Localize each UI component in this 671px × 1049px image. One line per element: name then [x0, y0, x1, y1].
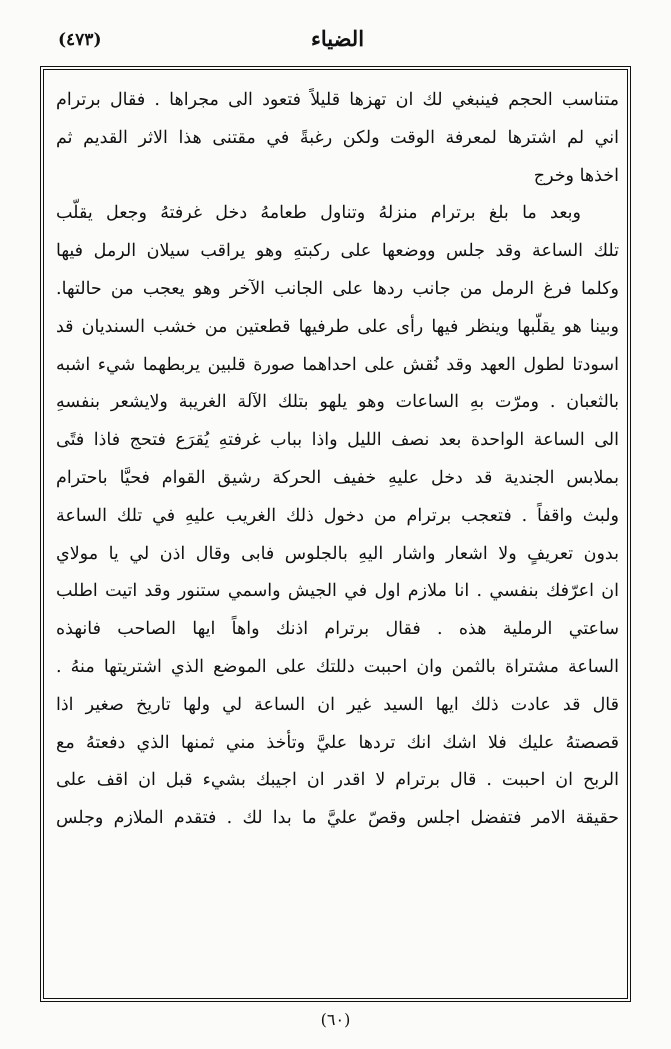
text-line: الربح ان احببت . قال برترام لا اقدر ان اجيبك بشيء قبل ان اقف على	[56, 770, 619, 791]
text-line: تلك الساعة وقد جلس ووضعها على ركبتهِ وهو يراقب سيلان الرمل فيها	[56, 241, 619, 262]
text-line: اسودتا لطول العهد وقد نُقش على احداهما صورة قلبين يربطهما شيء اشبه	[56, 354, 619, 375]
footer-page-number: (٦٠)	[320, 1010, 351, 1029]
text-line: وبينا هو يقلّبها وينظر فيها رأى على طرفيها قطعتين من خشب السنديان قد	[56, 316, 619, 337]
page-header	[40, 22, 635, 66]
text-line: ولبث واقفاً . فتعجب برترام من دخول ذلك الغريب عليهِ في تلك الساعة	[56, 505, 619, 526]
text-line: الى الساعة الواحدة بعد نصف الليل واذا بباب غرفتهِ يُقرَع فتحج فاذا فتًى	[56, 430, 619, 451]
text-line: حقيقة الامر فتفضل اجلس وقصّ عليَّ ما بدا لك . فتقدم الملازم وجلس	[56, 808, 619, 829]
text-line: قال قد عادت ذلك ايها السيد غير ان الساعة لي ولها تاريخ صغير اذا	[56, 694, 619, 715]
text-line: ساعتي الرملية هذه . فقال برترام اذنك واهاً ايها الصاحب فانهذه	[56, 619, 619, 640]
header-title: الضياء	[310, 26, 365, 51]
text-line: متناسب الحجم فينبغي لك ان تهزها قليلاً فتعود الى مجراها . فقال برترام	[56, 90, 619, 110]
text-line: بملابس الجندية قد دخل عليهِ خفيف الحركة رشيق القوام فحيَّا باحترام	[56, 467, 619, 488]
text-line: بالثعبان . ومرّت بهِ الساعات وهو يلهو بتلك الآلة الغريبة ولايشعر بنفسهِ	[56, 392, 619, 413]
text-line: وكلما فرغ الرمل من جانب ردها على الجانب الآخر وهو يعجب من حالتها.	[56, 278, 619, 299]
text-line: الساعة مشتراة بالثمن وان احببت دللتك على الموضع الذي اشتريتها منهُ .	[56, 656, 619, 677]
text-line: قصصتهُ عليك فلا اشك انك تردها عليَّ وتأخذ مني ثمنها الذي دفعتهُ مع	[56, 732, 619, 753]
text-line: وبعد ما بلغ برترام منزلهُ وتناول طعامهُ دخل غرفتهُ وجعل يقلّب	[56, 203, 581, 224]
body-text	[56, 82, 619, 992]
text-line: بدون تعريفٍ ولا اشعار واشار اليهِ بالجلوس فابى وقال اذن لي يا مولاي	[56, 543, 619, 564]
header-page-number: (٤٧٣)	[58, 30, 102, 50]
text-line: اخذها وخرج	[533, 165, 619, 186]
text-line: ان اعرّفك بنفسي . انا ملازم اول في الجيش واسمي ستنور وقد اتيت اطلب	[56, 581, 619, 602]
text-line: اني لم اشترها لمعرفة الوقت ولكن رغبةً في مقتنى هذا الاثر القديم ثم	[56, 127, 619, 148]
